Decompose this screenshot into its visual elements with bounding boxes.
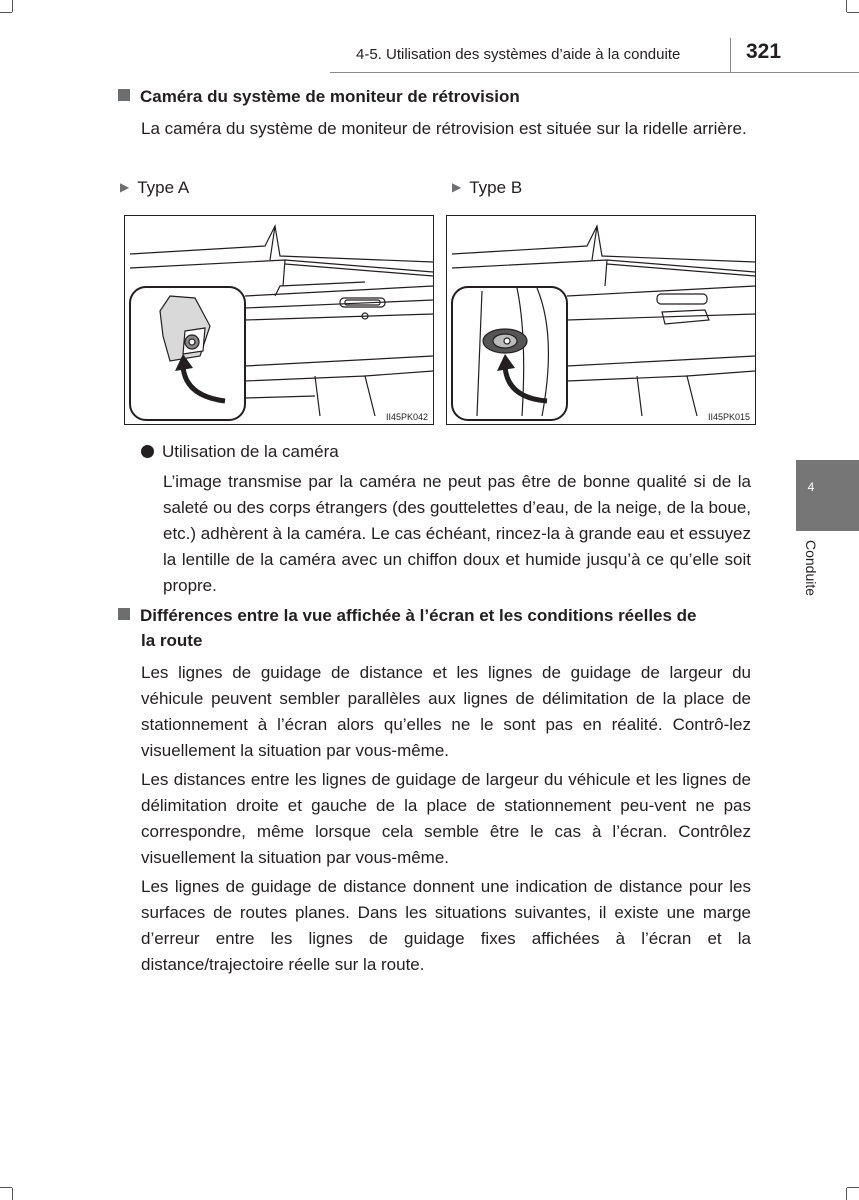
triangle-bullet-icon: ▶ — [452, 180, 462, 194]
section-heading-camera — [118, 84, 520, 109]
truck-tailgate-illustration-b — [447, 216, 755, 424]
chapter-number: 4 — [807, 480, 815, 494]
crop-mark — [846, 1188, 847, 1200]
triangle-bullet-icon: ▶ — [120, 180, 130, 194]
figure-label-type-a — [120, 178, 189, 198]
round-bullet-icon — [141, 445, 154, 458]
crop-mark — [12, 1188, 13, 1200]
figure-code: II45PK042 — [385, 412, 428, 422]
figure-label-type-b — [452, 178, 522, 198]
crop-mark — [12, 0, 13, 12]
figure-type-b — [446, 215, 756, 425]
bullet-paragraph: L’image transmise par la caméra ne peut pas être de bonne qualité si de la saleté ou des corps étrangers (des gouttelettes d’eau, de la neige, de la boue, etc.) adhèrent à la caméra. Le cas échéant, rincez-la à grande eau et essuyez la lentille de la caméra avec un chiffon doux et humide jusqu’à ce qu’elle soit propre. — [163, 472, 751, 595]
section-paragraph: La caméra du système de moniteur de rétrovision est située sur la ridelle arrière. — [141, 119, 747, 138]
figure-label-text: Type A — [137, 178, 190, 197]
crop-mark — [0, 1187, 12, 1188]
figure-label-text: Type B — [469, 178, 523, 197]
chapter-tab — [796, 460, 859, 531]
crop-mark — [0, 12, 12, 13]
header-divider — [730, 38, 731, 72]
section-paragraph-2: Les distances entre les lignes de guidage de largeur du véhicule et les lignes de délimitation droite et gauche de la place de stationnement peu-vent ne pas correspondre, même lorsque cela semble être le cas à l’écran. Contrôlez visuellement la situation par vous-même. — [141, 770, 751, 867]
square-bullet-icon — [118, 89, 130, 101]
truck-tailgate-illustration-a — [125, 216, 433, 424]
figure-type-a — [124, 215, 434, 425]
crop-mark — [847, 1187, 859, 1188]
section-heading-text: Caméra du système de moniteur de rétrovision — [140, 87, 520, 106]
bullet-heading-text: Utilisation de la caméra — [162, 442, 339, 461]
bullet-heading — [141, 439, 339, 465]
section-heading-line2: la route — [141, 631, 203, 650]
figure-code: II45PK015 — [707, 412, 750, 422]
header-rule — [330, 72, 859, 73]
page-number: 321 — [746, 40, 782, 63]
crop-mark — [846, 0, 847, 12]
crop-mark — [847, 12, 859, 13]
section-heading-differences — [118, 603, 697, 653]
chapter-label: Conduite — [803, 540, 819, 597]
section-heading-line1: Différences entre la vue affichée à l’écran et les conditions réelles de — [140, 606, 697, 625]
running-header: 4-5. Utilisation des systèmes d’aide à la conduite — [356, 46, 681, 63]
square-bullet-icon — [118, 608, 130, 620]
section-paragraph-1: Les lignes de guidage de distance et les lignes de guidage de largeur du véhicule peuvent sembler parallèles aux lignes de délimitation de la place de stationnement à l’écran alors qu’elles ne le sont pas en réalité. Contrô-lez visuellement la situation par vous-même. — [141, 663, 751, 760]
section-paragraph-3: Les lignes de guidage de distance donnent une indication de distance pour les surfaces de routes planes. Dans les situations suivantes, il existe une marge d’erreur entre les lignes de guidage fixes affichées à l’écran et la distance/trajectoire réelle sur la route. — [141, 877, 751, 974]
